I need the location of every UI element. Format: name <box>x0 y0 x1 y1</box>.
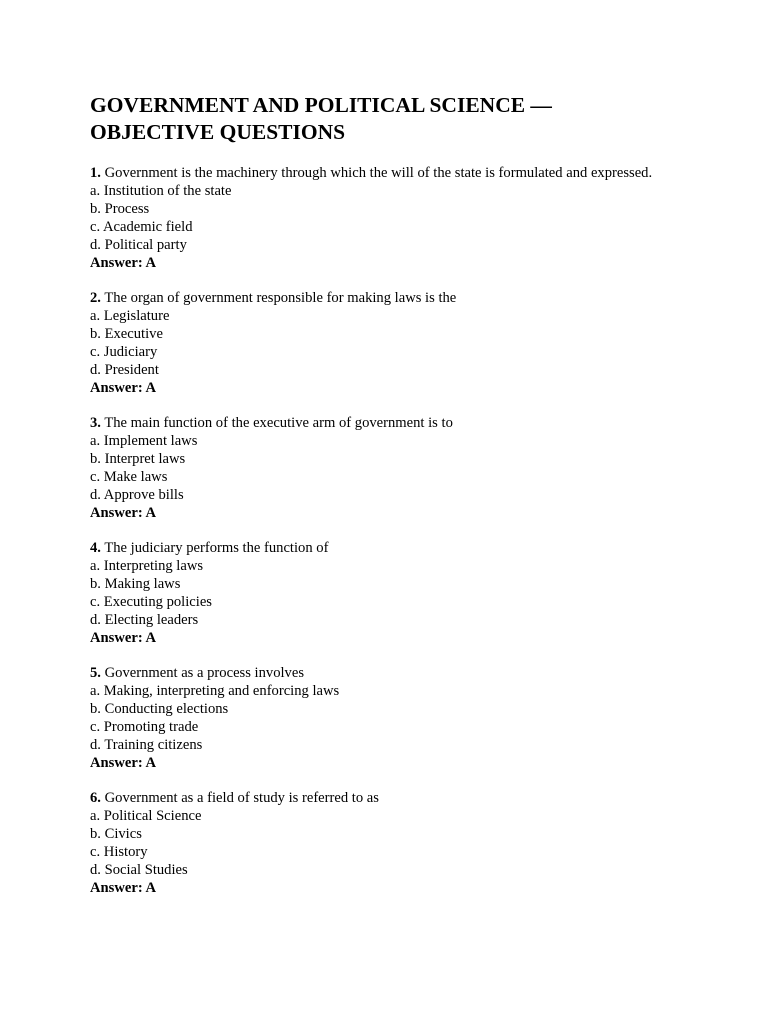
question-2 <box>90 290 730 397</box>
answer-label: Answer: A <box>90 754 157 771</box>
option-a: a. Making, interpreting and enforcing laws <box>90 683 340 700</box>
question-stem <box>90 790 730 808</box>
option-d: d. Electing leaders <box>90 611 199 628</box>
answer-label: Answer: A <box>90 504 157 521</box>
option-a: a. Legislature <box>90 307 170 324</box>
option-d: d. Political party <box>90 236 187 253</box>
question-6 <box>90 790 730 897</box>
option-d: d. Social Studies <box>90 861 188 878</box>
question-5 <box>90 665 730 772</box>
option-c: c. Make laws <box>90 468 168 485</box>
question-4 <box>90 540 730 647</box>
option-a: a. Implement laws <box>90 432 198 449</box>
option-d: d. Approve bills <box>90 486 184 503</box>
option-b: b. Interpret laws <box>90 450 186 467</box>
option-d: d. Training citizens <box>90 736 203 753</box>
question-number: 1. <box>90 165 101 181</box>
option-c: c. History <box>90 843 148 860</box>
question-list <box>90 165 730 898</box>
question-text: Government as a field of study is referred to as <box>104 790 379 807</box>
question-stem <box>90 165 730 183</box>
option-a: a. Political Science <box>90 808 202 825</box>
answer-label: Answer: A <box>90 879 157 896</box>
question-text: Government as a process involves <box>104 665 305 682</box>
option-c: c. Promoting trade <box>90 718 199 735</box>
option-b: b. Making laws <box>90 575 181 592</box>
question-stem <box>90 290 730 308</box>
question-stem <box>90 665 730 683</box>
question-number: 6. <box>90 790 101 807</box>
option-a: a. Institution of the state <box>90 182 232 199</box>
question-number: 2. <box>90 290 101 307</box>
option-c: c. Academic field <box>90 218 193 235</box>
option-d: d. President <box>90 361 159 378</box>
answer-label: Answer: A <box>90 379 157 396</box>
question-text: The organ of government responsible for making laws is the <box>104 290 457 307</box>
option-b: b. Process <box>90 200 150 217</box>
document-page <box>90 92 730 915</box>
option-a: a. Interpreting laws <box>90 558 204 574</box>
question-number: 3. <box>90 415 101 432</box>
question-1 <box>90 165 730 272</box>
question-stem <box>90 415 730 433</box>
option-c: c. Executing policies <box>90 593 212 610</box>
title-line-2: OBJECTIVE QUESTIONS <box>90 120 346 144</box>
document-title <box>90 92 730 146</box>
question-number: 4. <box>90 540 101 557</box>
question-text: The judiciary performs the function of <box>104 540 329 557</box>
question-number: 5. <box>90 665 101 682</box>
title-line-1: GOVERNMENT AND POLITICAL SCIENCE — <box>90 93 552 117</box>
answer-label: Answer: A <box>90 254 157 271</box>
question-stem <box>90 540 730 558</box>
question-3 <box>90 415 730 522</box>
option-b: b. Executive <box>90 325 163 342</box>
option-b: b. Civics <box>90 825 142 842</box>
option-b: b. Conducting elections <box>90 700 229 717</box>
answer-label: Answer: A <box>90 629 157 646</box>
question-text: The main function of the executive arm of government is to <box>104 415 453 432</box>
question-text: Government is the machinery through which the will of the state is formulated and expressed. <box>104 165 653 181</box>
option-c: c. Judiciary <box>90 343 158 360</box>
